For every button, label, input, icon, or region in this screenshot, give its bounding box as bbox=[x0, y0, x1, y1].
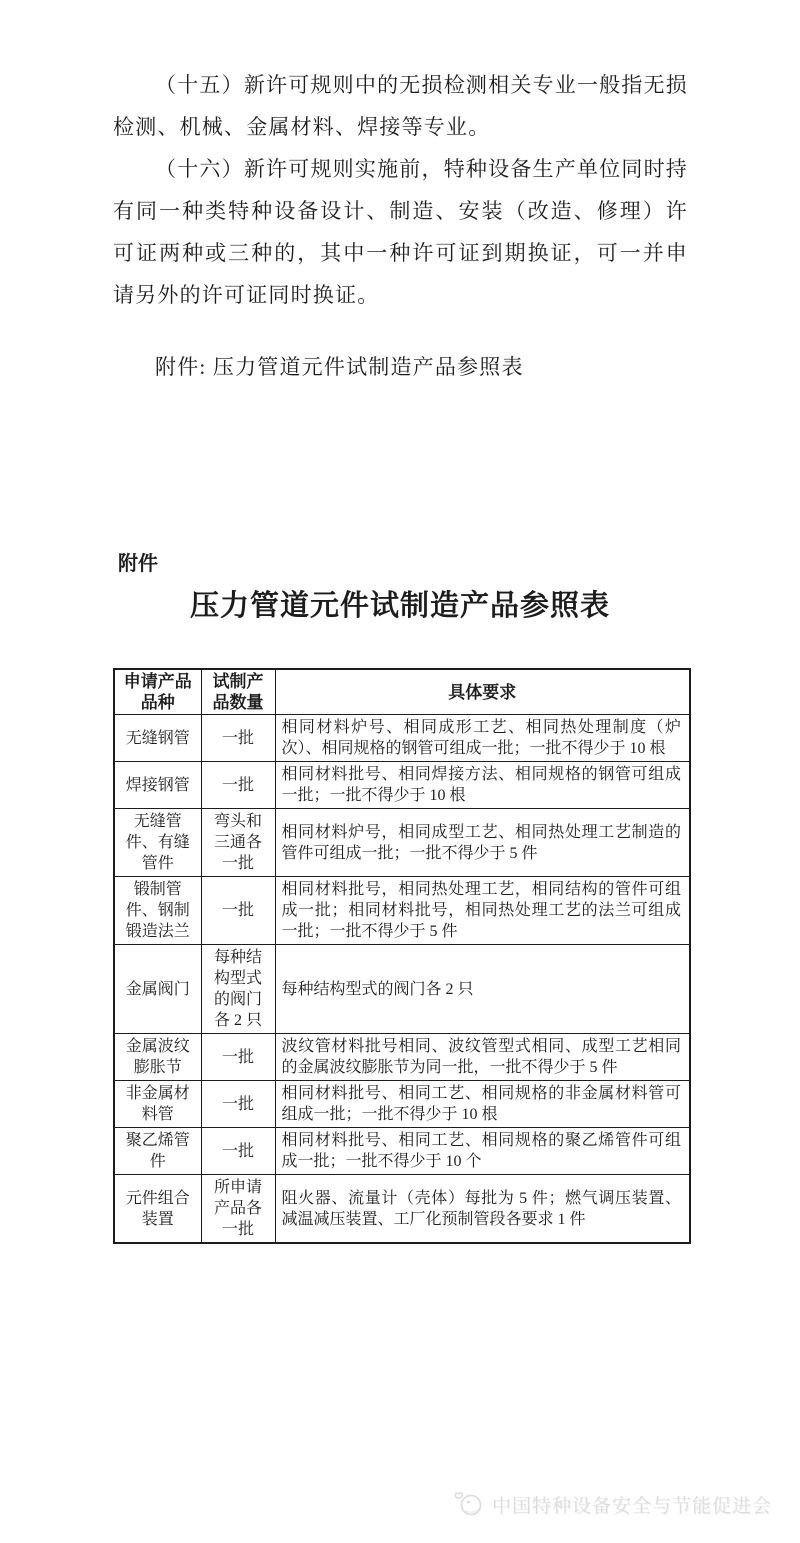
trial-quantity-cell: 一批 bbox=[201, 877, 275, 945]
product-category-cell: 无缝钢管 bbox=[114, 715, 201, 762]
trial-quantity-cell: 一批 bbox=[201, 1081, 275, 1128]
specific-requirements-cell: 相同材料批号，相同热处理工艺，相同结构的管件可组成一批；相同材料批号，相同热处理工艺的法兰可组成一批；一批不得少于 5 件 bbox=[275, 877, 690, 945]
trial-quantity-cell: 一批 bbox=[201, 1034, 275, 1081]
specific-requirements-cell: 相同材料批号、相同工艺、相同规格的非金属材料管可组成一批；一批不得少于 10 根 bbox=[275, 1081, 690, 1128]
product-category-cell: 无缝管件、有缝管件 bbox=[114, 809, 201, 877]
trial-quantity-cell: 一批 bbox=[201, 1128, 275, 1175]
specific-requirements-cell: 相同材料炉号，相同成型工艺、相同热处理工艺制造的管件可组成一批；一批不得少于 5 件 bbox=[275, 809, 690, 877]
body-text-section bbox=[0, 0, 800, 388]
product-category-cell: 焊接钢管 bbox=[114, 762, 201, 809]
specific-requirements-cell: 波纹管材料批号相同、波纹管型式相同、成型工艺相同的金属波纹膨胀节为同一批，一批不得少于 5 件 bbox=[275, 1034, 690, 1081]
trial-product-reference-table bbox=[113, 668, 691, 1244]
trial-quantity-cell: 弯头和三通各一批 bbox=[201, 809, 275, 877]
specific-requirements-cell: 相同材料炉号、相同成形工艺、相同热处理制度（炉次）、相同规格的钢管可组成一批；一批不得少于 10 根 bbox=[275, 715, 690, 762]
specific-requirements-cell: 相同材料批号、相同焊接方法、相同规格的钢管可组成一批；一批不得少于 10 根 bbox=[275, 762, 690, 809]
table-row bbox=[114, 1034, 690, 1081]
table-row bbox=[114, 762, 690, 809]
table-row bbox=[114, 809, 690, 877]
table-row bbox=[114, 877, 690, 945]
table-row bbox=[114, 945, 690, 1034]
table-row bbox=[114, 1081, 690, 1128]
specific-requirements-cell: 相同材料批号、相同工艺、相同规格的聚乙烯管件可组成一批；一批不得少于 10 个 bbox=[275, 1128, 690, 1175]
trial-quantity-cell: 所申请产品各一批 bbox=[201, 1175, 275, 1244]
trial-quantity-cell: 一批 bbox=[201, 762, 275, 809]
table-row bbox=[114, 1175, 690, 1244]
product-category-cell: 金属波纹膨胀节 bbox=[114, 1034, 201, 1081]
trial-quantity-cell: 一批 bbox=[201, 715, 275, 762]
attachment-label: 附件 bbox=[118, 553, 158, 575]
table-title: 压力管道元件试制造产品参照表 bbox=[189, 590, 610, 622]
product-category-cell: 非金属材料管 bbox=[114, 1081, 201, 1128]
specific-requirements-cell: 每种结构型式的阀门各 2 只 bbox=[275, 945, 690, 1034]
attachment-reference-line: 附件: 压力管道元件试制造产品参照表 bbox=[155, 355, 524, 379]
table-header-row bbox=[114, 669, 690, 715]
trial-quantity-cell: 每种结构型式的阀门各 2 只 bbox=[201, 945, 275, 1034]
product-category-cell: 聚乙烯管件 bbox=[114, 1128, 201, 1175]
council-logo-icon bbox=[452, 1490, 486, 1518]
table-row bbox=[114, 1128, 690, 1175]
header-specific-requirements: 具体要求 bbox=[275, 669, 690, 715]
footer-org-name: 中国特种设备安全与节能促进会 bbox=[491, 1495, 772, 1517]
specific-requirements-cell: 阻火器、流量计（壳体）每批为 5 件；燃气调压装置、减温减压装置、工厂化预制管段各要求 1 件 bbox=[275, 1175, 690, 1244]
table-body bbox=[114, 715, 690, 1244]
footer-watermark bbox=[452, 1490, 772, 1518]
paragraph-item-16: （十六）新许可规则实施前，特种设备生产单位同时持有同一种类特种设备设计、制造、安装（改造、修理）许可证两种或三种的，其中一种许可证到期换证，可一并申请另外的许可证同时换证。 bbox=[113, 157, 688, 307]
product-category-cell: 元件组合装置 bbox=[114, 1175, 201, 1244]
product-category-cell: 锻制管件、钢制锻造法兰 bbox=[114, 877, 201, 945]
header-trial-quantity: 试制产品数量 bbox=[201, 669, 275, 715]
paragraph-item-15: （十五）新许可规则中的无损检测相关专业一般指无损检测、机械、金属材料、焊接等专业。 bbox=[113, 73, 688, 139]
table-row bbox=[114, 715, 690, 762]
header-product-category: 申请产品品种 bbox=[114, 669, 201, 715]
product-category-cell: 金属阀门 bbox=[114, 945, 201, 1034]
